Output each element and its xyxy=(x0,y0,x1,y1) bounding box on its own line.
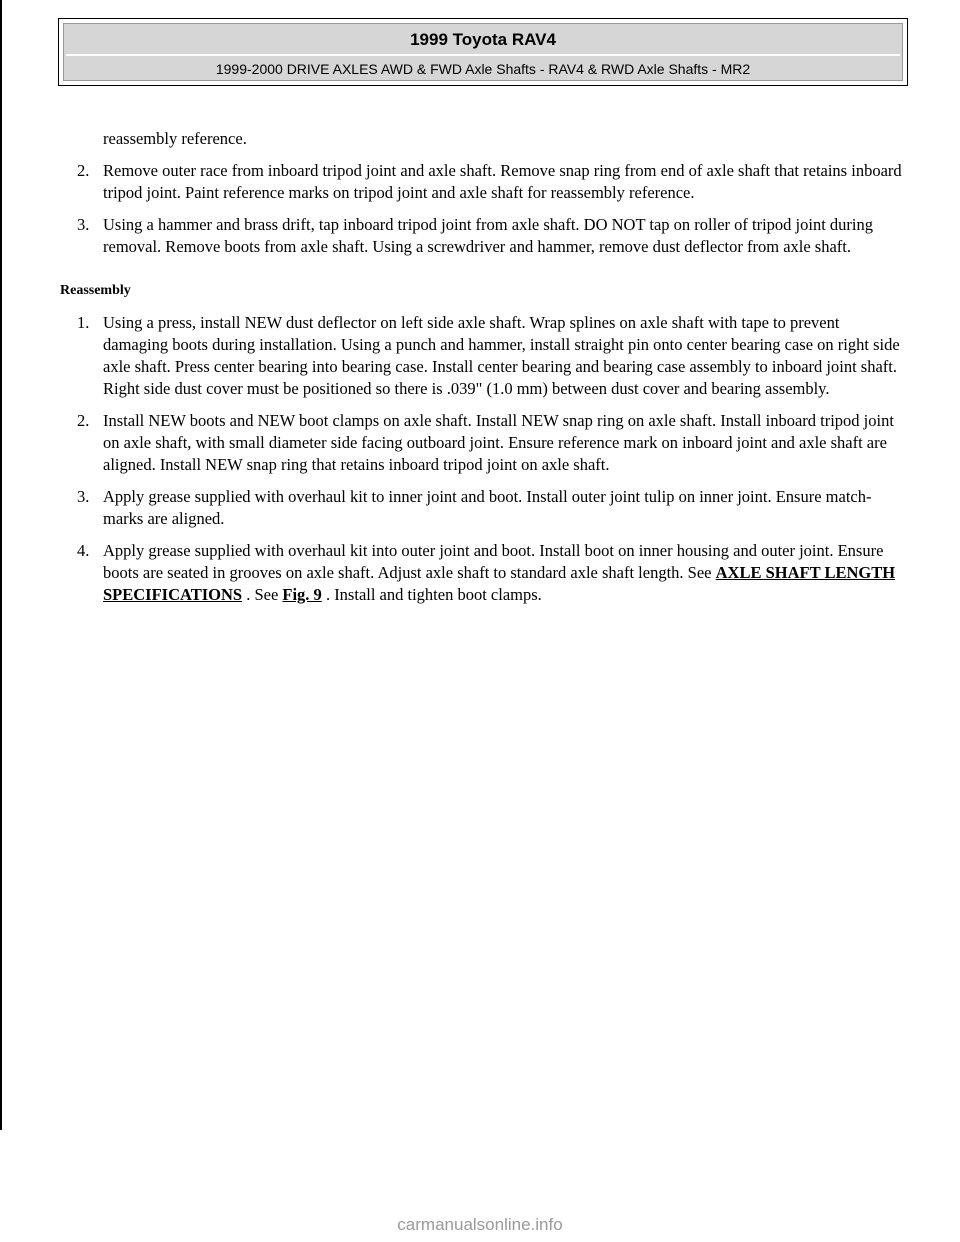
document-header xyxy=(58,18,908,86)
disassembly-steps xyxy=(0,160,960,258)
step-text: Using a press, install NEW dust deflector on left side axle shaft. Wrap splines on axle shaft with tape to prevent damaging boots during installation. Using a punch and hammer, install straight pin onto center bearing case on right side axle shaft. Press center bearing into bearing case. Install center bearing and bearing case assembly to inboard joint shaft. Right side dust cover must be positioned so there is .039" (1.0 mm) between dust cover and bearing assembly. xyxy=(103,313,900,398)
step-number: 3. xyxy=(77,487,90,506)
step-text: Using a hammer and brass drift, tap inboard tripod joint from axle shaft. DO NOT tap on roller of tripod joint during removal. Remove boots from axle shaft. Using a screwdriver and hammer, remove dust deflector from axle shaft. xyxy=(103,215,873,256)
reassembly-step-4 xyxy=(0,540,903,606)
section-heading-reassembly: Reassembly xyxy=(60,283,131,298)
step-number: 1. xyxy=(77,313,90,332)
step-text: Apply grease supplied with overhaul kit into outer joint and boot. Install boot on inner housing and outer joint. Ensure boots are seated in grooves on axle shaft. Adjust axle shaft to standard axle shaft length. See xyxy=(103,541,884,582)
site-watermark: carmanualsonline.info xyxy=(397,1215,563,1234)
step-text: Install NEW boots and NEW boot clamps on axle shaft. Install NEW snap ring on axle shaft. Install inboard tripod joint on axle shaft, with small diameter side facing outboard joint. Ensure reference mark on inboard joint and axle shaft are aligned. Install NEW snap ring that retains inboard tripod joint on axle shaft. xyxy=(103,411,894,474)
reassembly-step-1 xyxy=(0,312,903,400)
reassembly-step-2 xyxy=(0,410,903,476)
step-number: 2. xyxy=(77,161,90,180)
continued-text: reassembly reference. xyxy=(103,129,247,148)
header-divider xyxy=(66,54,900,56)
disassembly-step-2 xyxy=(0,160,903,204)
step-number: 4. xyxy=(77,541,90,560)
step-text-after: . Install and tighten boot clamps. xyxy=(325,585,542,604)
axle-shaft-length-specifications-link[interactable]: AXLE SHAFT LENGTH SPECIFICATIONS xyxy=(103,563,896,604)
document-body xyxy=(0,128,960,606)
step-number: 2. xyxy=(77,411,90,430)
header-subtitle: 1999-2000 DRIVE AXLES AWD & FWD Axle Shafts - RAV4 & RWD Axle Shafts - MR2 xyxy=(215,61,751,77)
fig-9-link[interactable]: Fig. 9 xyxy=(282,585,322,604)
step-text-mid: . See xyxy=(246,585,279,604)
reassembly-step-3 xyxy=(0,486,903,530)
disassembly-step-3 xyxy=(0,214,903,258)
step-text: Remove outer race from inboard tripod joint and axle shaft. Remove snap ring from end of axle shaft that retains inboard tripod joint. Paint reference marks on tripod joint and axle shaft for reassembly reference. xyxy=(103,161,902,202)
reassembly-steps xyxy=(0,312,960,606)
header-panel xyxy=(63,23,903,81)
header-title: 1999 Toyota RAV4 xyxy=(410,30,556,49)
step-text: Apply grease supplied with overhaul kit to inner joint and boot. Install outer joint tulip on inner joint. Ensure match-marks are aligned. xyxy=(103,487,872,528)
step-number: 3. xyxy=(77,215,90,234)
